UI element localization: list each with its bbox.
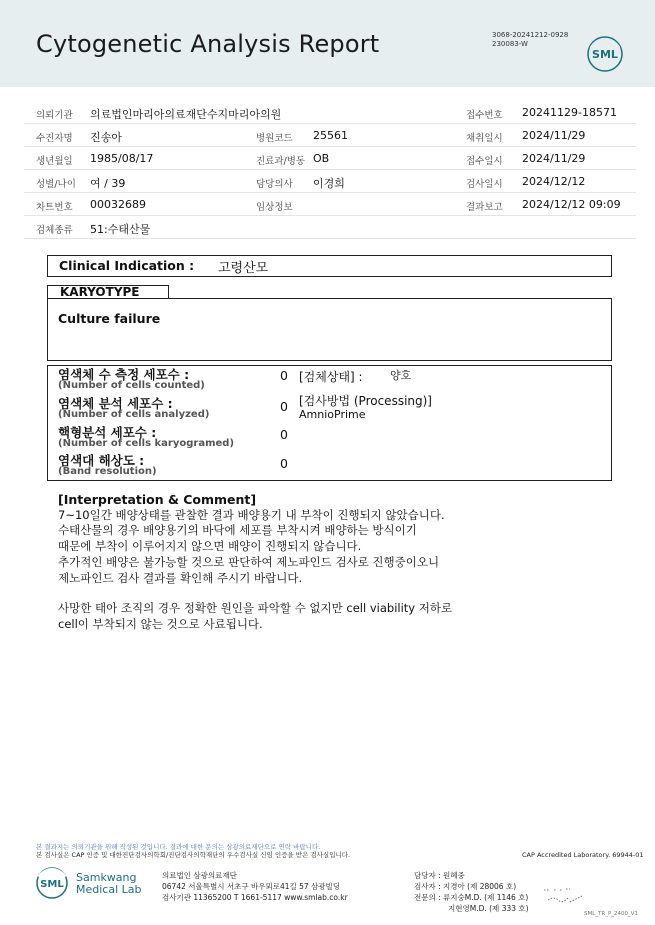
clinical-info-label: 임상정보 [256, 202, 293, 213]
doctor-label: 담당의사 [256, 179, 293, 190]
cells-counted-label-en: (Number of cells counted) [58, 380, 205, 391]
dept-value: OB [313, 152, 330, 165]
cells-karyogramed-label: 핵형분석 세포수 : [58, 425, 157, 440]
clinical-indication-value: 고령산모 [218, 261, 269, 276]
band-resolution-label-en: (Band resolution) [58, 466, 157, 477]
report-date-label: 결과보고 [466, 202, 503, 213]
info-row-2 [24, 123, 636, 147]
specimen-status-label: [검체상태] : [299, 370, 363, 384]
interpretation-line: cell이 부착되지 않는 것으로 사료됩니다. [58, 616, 263, 631]
clinical-indication-box [47, 255, 612, 277]
lab-name-line-2: Medical Lab [76, 883, 142, 896]
exam-date-label: 검사일시 [466, 179, 503, 190]
address-line: 06742 서울특별시 서초구 바우뫼로41길 57 삼광빌딩 [162, 882, 341, 891]
specimen-status-value: 양호 [390, 369, 412, 382]
cells-analyzed-label: 염색체 분석 세포수 : [58, 396, 173, 411]
report-date-value: 2024/12/12 09:09 [522, 198, 621, 211]
interpretation-line: 7~10일간 배양상태를 관찰한 결과 배양용기 내 부착이 진행되지 않았습니다. [58, 507, 445, 522]
cells-analyzed-value: 0 [280, 399, 288, 414]
samkwang-logo [34, 866, 142, 904]
specimen-value: 51:수태산물 [90, 223, 151, 236]
form-code: SML_TR_P_2400_V1 [584, 911, 639, 917]
doctor-value: 이경희 [313, 177, 345, 190]
cells-counted-label: 염색체 수 측정 세포수 : [58, 367, 190, 382]
receipt-no-label: 접수번호 [466, 110, 503, 121]
info-row-1 [24, 100, 636, 124]
band-resolution-value: 0 [280, 456, 288, 471]
dob-label: 생년월일 [36, 156, 73, 167]
cells-counted [58, 368, 205, 391]
sml-logo [585, 34, 625, 74]
interpretation-line: 제노파인드 검사 결과를 확인해 주시기 바랍니다. [58, 570, 303, 585]
sml-logo-text: SML [592, 48, 618, 61]
dob-value: 1985/08/17 [90, 152, 154, 165]
dept-label: 진료과/병동 [256, 156, 306, 167]
clinical-indication-label: Clinical Indication : [59, 258, 195, 273]
lab-name [76, 872, 176, 896]
karyotype-label: KARYOTYPE [60, 285, 140, 299]
sex-age-value: 여 / 39 [90, 177, 126, 190]
interpretation-line: 때문에 부착이 이루어지지 않으면 배양이 진행되지 않습니다. [58, 539, 362, 554]
processing-method-value: AmnioPrime [299, 408, 366, 421]
receipt-no-value: 20241129-18571 [522, 106, 617, 119]
sex-age-label: 성별/나이 [36, 179, 76, 190]
staff-line: 지현영M.D. (제 333 호) [448, 904, 529, 913]
interpretation-line: 추가적인 배양은 불가능할 것으로 판단하여 제노파인드 검사로 진행중이오니 [58, 554, 440, 569]
institution-value: 의료법인마리아의료재단수지마리아의원 [90, 108, 282, 121]
document-id-line-2: 230083-W [492, 40, 528, 48]
footer-accreditation-note: 본 검사실은 CAP 인증 및 대한진단검사의학회/진단검사의학재단의 우수검사실 신임 인증을 받은 검사실입니다. [36, 851, 351, 859]
paragraph-gap [58, 586, 498, 601]
info-row-5 [24, 192, 636, 216]
cells-analyzed-label-en: (Number of cells analyzed) [58, 409, 210, 420]
info-row-6 [24, 215, 636, 239]
interpretation-line: 수태산물의 경우 배양용기의 바닥에 세포를 부착시켜 배양하는 방식이기 [58, 523, 417, 538]
sml-footer-logo-text: SML [40, 879, 64, 890]
chart-no-label: 차트번호 [36, 202, 73, 213]
staff-line: 검사자 : 지경아 (제 28006 호) [414, 882, 517, 891]
footer-disclaimer: 본 결과지는 의뢰기관을 위해 작성된 것입니다. 결과에 대한 문의는 삼광의료재단으로 연락 바랍니다. [36, 843, 321, 851]
ward-code-label: 병원코드 [256, 133, 293, 144]
collect-date-label: 채취일시 [466, 133, 503, 144]
address-line: 검사기관 11365200 T 1661-5117 www.smlab.co.kr [162, 893, 348, 902]
karyotype-tab [47, 285, 169, 299]
collect-date-value: 2024/11/29 [522, 129, 586, 142]
cells-karyogramed-value: 0 [280, 427, 288, 442]
band-resolution [58, 454, 157, 477]
info-row-4 [24, 169, 636, 193]
receive-date-label: 접수일시 [466, 156, 503, 167]
exam-date-value: 2024/12/12 [522, 175, 586, 188]
cells-karyogramed-label-en: (Number of cells karyogramed) [58, 438, 235, 449]
institution-label: 의뢰기관 [36, 110, 73, 121]
staff-line: 담당자 : 원혜중 [414, 871, 465, 880]
karyotype-result: Culture failure [58, 311, 161, 326]
processing-method-label: [검사방법 (Processing)] [299, 394, 432, 408]
staff-line: 전문의 : 류지숭M.D. (제 1146 호) [414, 893, 529, 902]
karyotype-box [47, 298, 612, 361]
cap-accreditation: CAP Accredited Laboratory. 69944-01 [522, 851, 644, 859]
receive-date-value: 2024/11/29 [522, 152, 586, 165]
interpretation-heading: [Interpretation & Comment] [58, 492, 257, 507]
report-title: Cytogenetic Analysis Report [36, 30, 380, 58]
document-id [492, 31, 568, 49]
examinee-label: 수진자명 [36, 133, 73, 144]
interpretation-line: 사망한 태아 조직의 경우 정확한 원인을 파악할 수 없지만 cell viability 저하로 [58, 601, 453, 616]
specimen-label: 검체종류 [36, 225, 73, 236]
info-row-3 [24, 146, 636, 170]
cells-karyogramed [58, 426, 234, 449]
chart-no-value: 00032689 [90, 198, 146, 211]
sml-footer-logo-icon [34, 866, 74, 900]
cell-counts-box [47, 365, 612, 481]
staff-list [414, 870, 529, 914]
examinee-value: 진송아 [90, 131, 122, 144]
band-resolution-label: 염색대 해상도 : [58, 453, 145, 468]
lab-name-line-1: Samkwang [76, 871, 137, 884]
document-id-line-1: 3068-20241212-0928 [492, 31, 569, 39]
signature-image [540, 880, 590, 910]
cells-counted-value: 0 [280, 368, 288, 383]
lab-address [162, 870, 348, 903]
interpretation-comment [58, 492, 498, 633]
address-line: 의료법인 삼광의료재단 [162, 871, 237, 880]
report-header [0, 0, 655, 87]
cells-analyzed [58, 397, 209, 420]
ward-code-value: 25561 [313, 129, 348, 142]
